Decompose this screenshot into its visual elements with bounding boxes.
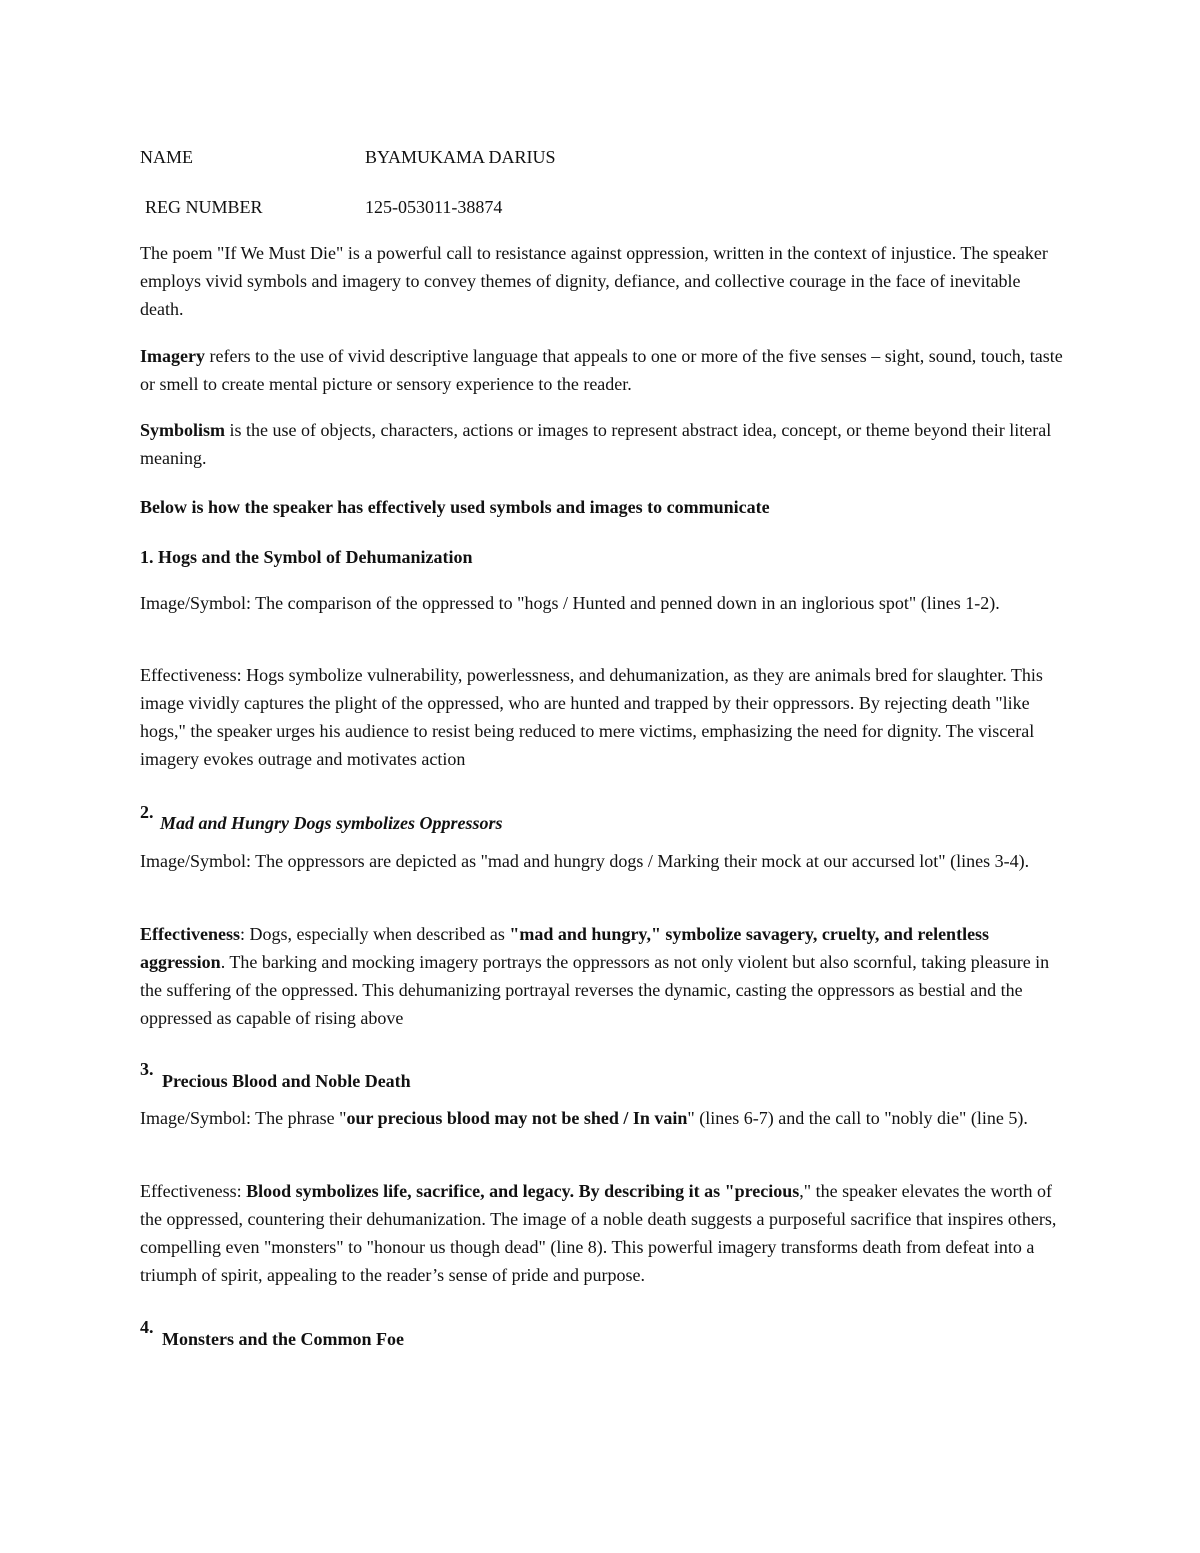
section3-eff-text-2: ," the speaker elevates the worth of the oppressed, countering their dehumanization. The image of a noble death suggests a purposeful sacrifice that inspires others, compelling even "monsters" to "honour us though dead" (line 8). This powerful imagery transforms death from defeat into a triumph of spirit, appealing to the reader’s sense of pride and purpose. [140,1181,1057,1285]
section2-title: Mad and Hungry Dogs symbolizes Oppressors [160,813,503,833]
section2-eff-text-2: . The barking and mocking imagery portrays the oppressors as not only violent but also scornful, taking pleasure in the suffering of the oppressed. This dehumanizing portrayal reverses the dynamic, casting the oppressors as bestial and the oppressed as capable of rising above [140,952,1050,1028]
section2-effectiveness [140,920,1065,1032]
symbolism-definition [140,416,1065,472]
section3-eff-bold: Blood symbolizes life, sacrifice, and legacy. By describing it as "precious [246,1181,800,1201]
section3-image-symbol [140,1104,1065,1132]
section3-title: Precious Blood and Noble Death [162,1071,411,1091]
name-label: NAME [140,147,193,167]
section3-img-text-2: " (lines 6-7) and the call to "nobly die" (line 5). [687,1108,1028,1128]
symbolism-text: is the use of objects, characters, actions or images to represent abstract idea, concept, or theme beyond their literal meaning. [140,420,1052,468]
section2-eff-label: Effectiveness [140,924,240,944]
intro-paragraph: The poem "If We Must Die" is a powerful call to resistance against oppression, written in the context of injustice. The speaker employs vivid symbols and imagery to convey themes of dignity, defiance, and collective courage in the face of inevitable death. [140,243,1048,319]
section1-title: 1. Hogs and the Symbol of Dehumanization [140,547,473,567]
section3-effectiveness [140,1177,1065,1289]
imagery-term: Imagery [140,346,205,366]
section3-eff-text-1: Effectiveness: [140,1181,247,1201]
reg-number-value: 125-053011-38874 [365,197,503,217]
section3-number: 3. [140,1059,154,1079]
section2-eff-bold: "mad and hungry," symbolize savagery, cruelty, and relentless aggression [140,924,990,972]
section1-image-symbol: Image/Symbol: The comparison of the oppressed to "hogs / Hunted and penned down in an inglorious spot" (lines 1-2). [140,593,1000,613]
section2-number: 2. [140,802,154,822]
section3-img-bold: our precious blood may not be shed / In vain [346,1108,688,1128]
section4-title: Monsters and the Common Foe [162,1329,404,1349]
imagery-definition [140,342,1065,398]
imagery-text: refers to the use of vivid descriptive language that appeals to one or more of the five senses – sight, sound, touch, taste or smell to create mental picture or sensory experience to the reader. [140,346,1063,394]
symbolism-term: Symbolism [140,420,226,440]
reg-number-label: REG NUMBER [145,197,263,217]
section4-number: 4. [140,1317,154,1337]
section1-effectiveness: Effectiveness: Hogs symbolize vulnerability, powerlessness, and dehumanization, as they are animals bred for slaughter. This image vividly captures the plight of the oppressed, who are hunted and trapped by their oppressors. By rejecting death "like hogs," the speaker urges his audience to resist being reduced to mere victims, emphasizing the need for dignity. The visceral imagery evokes outrage and motivates action [140,665,1043,769]
name-value: BYAMUKAMA DARIUS [365,147,556,167]
below-heading: Below is how the speaker has effectively used symbols and images to communicate [140,497,770,517]
section2-image-symbol: Image/Symbol: The oppressors are depicted as "mad and hungry dogs / Marking their mock at our accursed lot" (lines 3-4). [140,851,1030,871]
section3-img-text-1: Image/Symbol: The phrase " [140,1108,347,1128]
section2-eff-text-1: : Dogs, especially when described as [239,924,510,944]
